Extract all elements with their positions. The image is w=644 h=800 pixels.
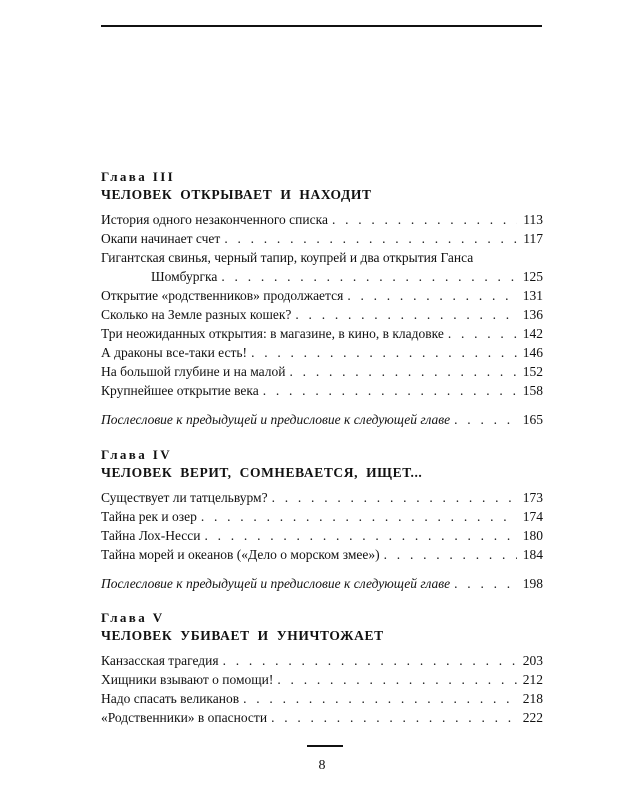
leader-dots xyxy=(271,708,517,727)
leader-dots xyxy=(243,689,517,708)
chapter-label: Глава IV xyxy=(101,447,173,462)
entry-page: 146 xyxy=(522,345,543,360)
leader-dots xyxy=(272,488,517,507)
chapter-4 xyxy=(101,446,543,593)
entry-title-line1[interactable]: Гигантская свинья, черный тапир, коупрей и два открытия Ганса xyxy=(101,250,474,265)
bottom-rule xyxy=(307,745,343,747)
entry-page: 142 xyxy=(522,326,543,341)
leader-dots xyxy=(204,526,517,545)
leader-dots xyxy=(332,210,517,229)
leader-dots xyxy=(454,410,517,429)
entry-page: 203 xyxy=(522,653,543,668)
chapter-title: ЧЕЛОВЕК УБИВАЕТ И УНИЧТОЖАЕТ xyxy=(101,628,384,643)
leader-dots xyxy=(454,574,517,593)
entry-page: 131 xyxy=(522,288,543,303)
toc-entry[interactable] xyxy=(101,507,543,526)
entry-title: «Родственники» в опасности xyxy=(101,710,268,725)
leader-dots xyxy=(263,381,517,400)
toc-entry[interactable] xyxy=(101,545,543,564)
toc-entry[interactable] xyxy=(101,229,543,248)
entry-title: Тайна морей и океанов («Дело о морском змее») xyxy=(101,547,380,562)
entry-page: 222 xyxy=(522,710,543,725)
toc-afterword[interactable] xyxy=(101,574,543,593)
leader-dots xyxy=(295,305,517,324)
entry-page: 218 xyxy=(522,691,543,706)
chapter-3 xyxy=(101,168,543,429)
entry-page: 180 xyxy=(522,528,543,543)
toc-entry[interactable] xyxy=(101,286,543,305)
toc-entry[interactable] xyxy=(101,305,543,324)
toc-entry[interactable] xyxy=(101,362,543,381)
toc-entry[interactable] xyxy=(101,343,543,362)
chapter-label: Глава III xyxy=(101,169,176,184)
toc-entry[interactable] xyxy=(101,708,543,727)
entry-title: Тайна Лох-Несси xyxy=(101,528,201,543)
toc-entry[interactable] xyxy=(101,670,543,689)
entry-title: Надо спасать великанов xyxy=(101,691,240,706)
leader-dots xyxy=(251,343,517,362)
chapter-title: ЧЕЛОВЕК ОТКРЫВАЕТ И НАХОДИТ xyxy=(101,187,372,202)
leader-dots xyxy=(224,229,517,248)
toc-entry[interactable] xyxy=(101,324,543,343)
top-rule xyxy=(101,25,542,27)
entry-title: Сколько на Земле разных кошек? xyxy=(101,307,292,322)
leader-dots xyxy=(384,545,517,564)
chapter-label: Глава V xyxy=(101,610,165,625)
leader-dots xyxy=(347,286,517,305)
entry-page: 158 xyxy=(522,383,543,398)
leader-dots xyxy=(223,651,517,670)
leader-dots xyxy=(201,507,517,526)
toc-entry[interactable] xyxy=(101,488,543,507)
entry-title: А драконы все-таки есть! xyxy=(101,345,248,360)
entry-title: Окапи начинает счет xyxy=(101,231,221,246)
entry-page: 212 xyxy=(522,672,543,687)
leader-dots xyxy=(277,670,517,689)
entry-title: На большой глубине и на малой xyxy=(101,364,286,379)
toc-entry[interactable] xyxy=(101,526,543,545)
toc-entry[interactable] xyxy=(101,381,543,400)
leader-dots xyxy=(290,362,517,381)
chapter-5 xyxy=(101,609,543,727)
entry-page: 117 xyxy=(523,231,543,246)
entry-title: История одного незаконченного списка xyxy=(101,212,328,227)
chapter-title: ЧЕЛОВЕК ВЕРИТ, СОМНЕВАЕТСЯ, ИЩЕТ... xyxy=(101,465,423,480)
entry-title: Канзасская трагедия xyxy=(101,653,219,668)
entry-page: 174 xyxy=(522,509,543,524)
entry-title: Шомбургка xyxy=(151,269,218,284)
afterword-page: 198 xyxy=(522,576,543,591)
entry-page: 184 xyxy=(522,547,543,562)
entry-title: Существует ли татцельвурм? xyxy=(101,490,268,505)
entry-title: Открытие «родственников» продолжается xyxy=(101,288,344,303)
entry-page: 152 xyxy=(522,364,543,379)
toc-afterword[interactable] xyxy=(101,410,543,429)
entry-title: Крупнейшее открытие века xyxy=(101,383,259,398)
entry-title: Три неожиданных открытия: в магазине, в кино, в кладовке xyxy=(101,326,444,341)
afterword-page: 165 xyxy=(522,412,543,427)
entry-page: 125 xyxy=(522,269,543,284)
leader-dots xyxy=(448,324,517,343)
afterword-title: Послесловие к предыдущей и предисловие к следующей главе xyxy=(101,412,451,427)
entry-title: Тайна рек и озер xyxy=(101,509,197,524)
entry-page: 136 xyxy=(522,307,543,322)
page-number: 8 xyxy=(318,758,326,773)
toc-entry[interactable] xyxy=(101,689,543,708)
leader-dots xyxy=(221,267,517,286)
entry-page: 173 xyxy=(522,490,543,505)
toc-entry[interactable] xyxy=(101,210,543,229)
toc-entry[interactable] xyxy=(101,267,543,286)
toc-entry[interactable] xyxy=(101,651,543,670)
afterword-title: Послесловие к предыдущей и предисловие к следующей главе xyxy=(101,576,451,591)
entry-page: 113 xyxy=(523,212,543,227)
entry-title: Хищники взывают о помощи! xyxy=(101,672,274,687)
